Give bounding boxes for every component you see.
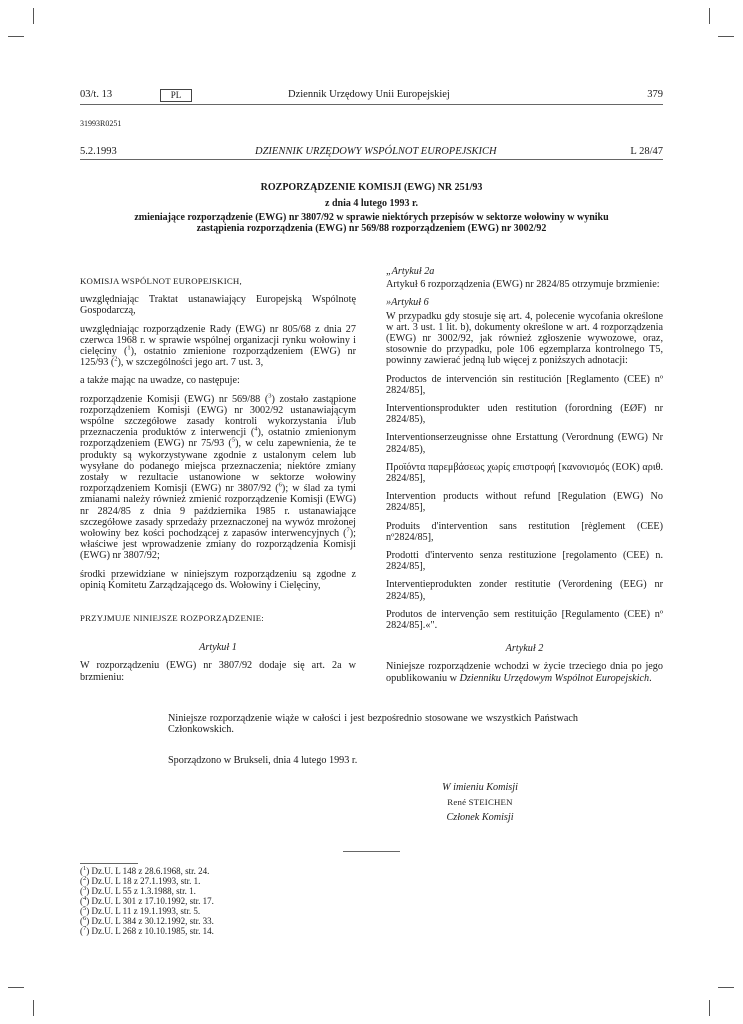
page-number: 379	[647, 89, 663, 100]
oj-ref: L 28/47	[630, 146, 663, 157]
binding-clause: Niniejsze rozporządzenie wiąże w całości i jest bezpośrednio stosowane we wszystkich Państwach Członkowskich.	[168, 713, 578, 736]
signatory-role: Członek Komisji	[446, 812, 514, 823]
footnote-item: ($^3$) Dz.U. L 55 z 1.3.1988, str. 1.	[80, 885, 196, 896]
footnote-item: ($^2$) Dz.U. L 18 z 27.1.1993, str. 1.	[80, 875, 201, 886]
art6-heading: »Artykuł 6	[386, 297, 429, 309]
article-2-text: Niniejsze rozporządzenie wchodzi w życie trzeciego dnia po jego opublikowaniu w Dzienniku Urzędowym Wspólnot Europejskich.	[386, 661, 663, 684]
annotation-item: Intervention products without refund [Regulation (EWG) No 2824/85],	[386, 491, 663, 514]
annotation-item: Interventieprodukten zonder restitutie (Verordening (EEG) nr 2824/85),	[386, 579, 663, 602]
crop-mark	[718, 987, 734, 988]
regulation-date: z dnia 4 lutego 1993 r.	[325, 198, 418, 209]
annotation-item: Productos de intervención sin restitución [Reglamento (CEE) nº 2824/85],	[386, 373, 663, 396]
recital: uwzględniając Traktat ustanawiający Europejską Wspólnotę Gospodarczą,	[80, 294, 356, 317]
recital: a także mając na uwadze, co następuje:	[80, 375, 240, 387]
language-badge: PL	[160, 89, 192, 102]
oj-date: 5.2.1993	[80, 146, 117, 157]
regulation-title: ROZPORZĄDZENIE KOMISJI (EWG) NR 251/93	[260, 182, 483, 193]
crop-mark	[8, 36, 24, 37]
annotation-item: Προϊόντα παρεμβάσεως χωρίς επιστροφή [κανονισμός (ΕΟΚ) αριθ. 2824/85],	[386, 461, 663, 485]
art2a-heading: „Artykuł 2a	[386, 266, 435, 277]
volume-ref: 03/t. 13	[80, 89, 113, 100]
footnote-item: ($^6$) Dz.U. L 384 z 30.12.1992, str. 33.	[80, 915, 214, 926]
footnote-item: ($^5$) Dz.U. L 11 z 19.1.1993, str. 5.	[80, 905, 201, 916]
footnote-rule	[80, 863, 138, 864]
on-behalf: W imieniu Komisji	[442, 782, 518, 793]
recital: uwzględniając rozporządzenie Rady (EWG) nr 805/68 z dnia 27 czerwca 1968 r. w sprawie wspólnej organizacji rynku wołowiny i cielęciny ($^1$), ostatnio zmienione rozporządzeniem (EWG) nr 125/93 ($^2$), w szczególności jego art. 7 ust. 3,	[80, 323, 356, 369]
footnote-item: ($^7$) Dz.U. L 268 z 10.10.1985, str. 14.	[80, 925, 214, 936]
right-column	[386, 266, 663, 691]
art2a-text: Artykuł 6 rozporządzenia (EWG) nr 2824/85 otrzymuje brzmienie:	[386, 279, 660, 291]
institution: KOMISJA WSPÓLNOT EUROPEJSKICH,	[80, 276, 242, 286]
annotation-item: Interventionserzeugnisse ohne Erstattung (Verordnung (EWG) Nr 2824/85),	[386, 432, 663, 455]
adopts-statement: PRZYJMUJE NINIEJSZE ROZPORZĄDZENIE:	[80, 613, 264, 624]
footnote-item: ($^4$) Dz.U. L 301 z 17.10.1992, str. 17.	[80, 895, 214, 906]
recital: środki przewidziane w niniejszym rozporządzeniu są zgodne z opinią Komitetu Zarządzającego ds. Wołowiny i Cielęciny,	[80, 568, 356, 591]
annotation-item: Produits d'intervention sans restitution [règlement (CEE) nº2824/85],	[386, 520, 663, 543]
regulation-subject: zmieniające rozporządzenie (EWG) nr 3807/92 w sprawie niektórych przepisów w sektorze wołowiny w wyniku zastąpienia rozporządzenia (EWG) nr 569/88 rozporządzeniem (EWG) nr 3002/92	[134, 212, 609, 234]
footnotes	[80, 866, 214, 936]
art6-text: W przypadku gdy stosuje się art. 4, polecenie wycofania określone w art. 3 ust. 1 lit. b), dokumenty określone w art. 4 rozporządzenia (EWG) nr 3002/92, jak również zgłoszenie wywozowe, oraz, stosownie do przypadku, pole 106 egzemplarza kontrolnego T5, powinny zawierać jedną lub więcej z poniższych adnotacji:	[386, 310, 663, 367]
annotation-item: Produtos de intervenção sem restituição [Regulamento (CEE) nº 2824/85].«".	[386, 608, 663, 632]
left-column	[80, 276, 356, 690]
oj-header-rule	[80, 159, 663, 160]
closing-rule	[343, 851, 400, 852]
article-1-heading: Artykuł 1	[199, 642, 237, 654]
footnote-item: ($^1$) Dz.U. L 148 z 28.6.1968, str. 24.	[80, 865, 210, 876]
crop-mark	[33, 8, 34, 24]
crop-mark	[709, 1000, 710, 1016]
oj-title: DZIENNIK URZĘDOWY WSPÓLNOT EUROPEJSKICH	[255, 146, 497, 157]
crop-mark	[718, 36, 734, 37]
article-1-text: W rozporządzeniu (EWG) nr 3807/92 dodaje się art. 2a w brzmieniu:	[80, 660, 356, 683]
crop-mark	[33, 1000, 34, 1016]
done-at: Sporządzono w Brukseli, dnia 4 lutego 1993 r.	[168, 755, 358, 766]
crop-mark	[8, 987, 24, 988]
annotation-item: Interventionsprodukter uden restitution (forordning (EØF) nr 2824/85),	[386, 403, 663, 426]
celex-number: 31993R0251	[80, 119, 122, 128]
signatory: René STEICHEN	[447, 797, 513, 807]
annotation-list	[386, 374, 663, 632]
article-2-heading: Artykuł 2	[505, 643, 544, 655]
journal-name: Dziennik Urzędowy Unii Europejskiej	[288, 89, 450, 100]
crop-mark	[709, 8, 710, 24]
annotation-item: Prodotti d'intervento senza restituzione [regolamento (CEE) n. 2824/85],	[386, 550, 663, 573]
header-rule	[80, 104, 663, 105]
recital: rozporządzenie Komisji (EWG) nr 569/88 ($^3$) zostało zastąpione rozporządzeniem Komisji (EWG) nr 3002/92 ustanawiającym wspólne szczegółowe zasady kontroli wykorzystania i/lub przeznaczenia produktów z interwencji ($^4$), ostatnio zmienionym rozporządzeniem (EWG) nr 75/93 ($^5$), w celu zapewnienia, że te produkty są wykorzystywane zgodnie z ustalonym celem lub wysyłane do podanego miejsca przeznaczenia; niektóre zmiany zostały w rezultacie ustanowione w sektorze wołowiny rozporządzeniem Komisji (EWG) nr 3807/92 ($^6$); w ślad za tymi zmianami należy również zmienić rozporządzenie Komisji (EWG) nr 2824/85 z dnia 9 października 1985 r. ustanawiające szczegółowe zasady sprzedaży przeznaczonej na wywóz mrożonej wołowiny bez kości pochodzącej z zapasów interwencyjnych ($^7$); właściwe jest wprowadzenie zmiany do rozporządzenia Komisji (EWG) nr 3807/92;	[80, 392, 356, 562]
